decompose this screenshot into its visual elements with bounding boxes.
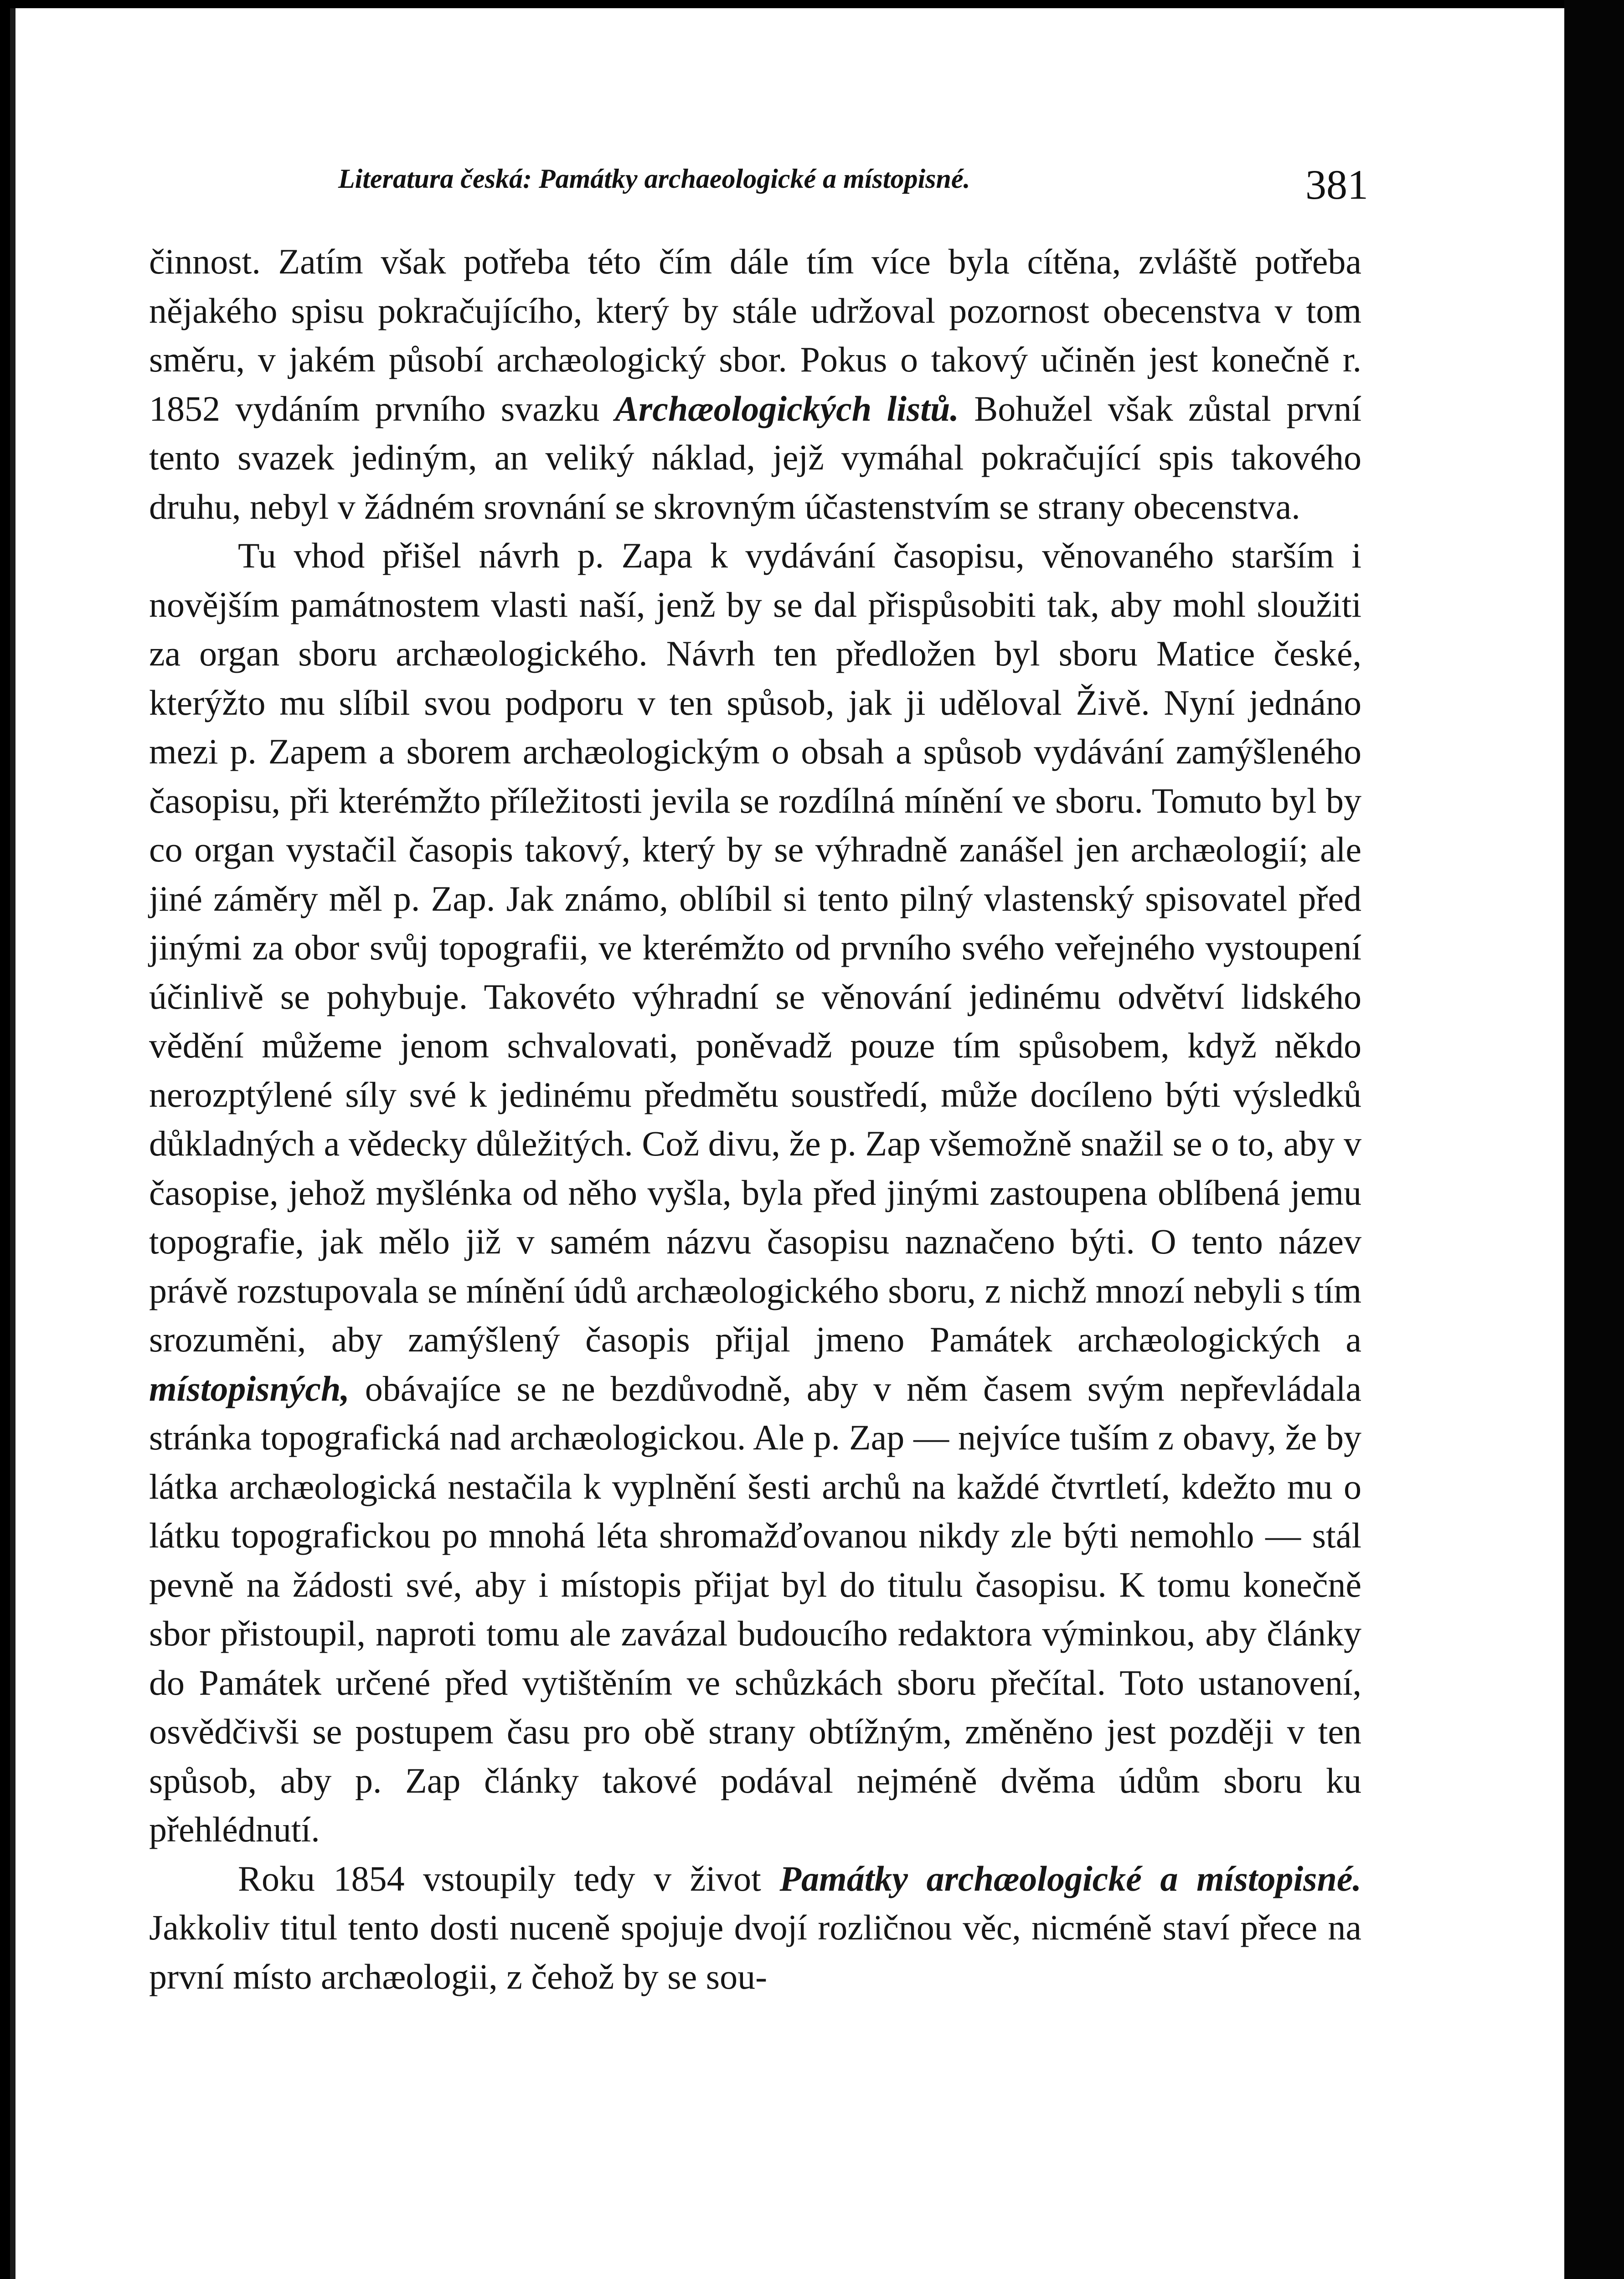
- paragraph-2-text-b: obávajíce se ne bezdůvodně, aby v něm časem svým nepřevládala stránka topografická nad archæologickou. Ale p. Zap — nejvíce tuším z obavy, že by látka archæologická nestačila k vyplnění šesti archů na každé čtvrtletí, kdežto mu o látku topografickou po mnohá léta shromažďovanou nikdy zle býti nemohlo — stál pevně na žádosti své, aby i místopis přijat byl do titulu časopisu. K tomu konečně sbor přistoupil, naproti tomu ale zavázal budoucího redaktora výminkou, aby články do Památek určené před vytištěním ve schůzkách sboru přečítal. Toto ustanovení, osvědčivši se postupem času pro obě strany obtížným, změněno jest později v ten spůsob, aby p. Zap články takové podával nejméně dvěma údům sboru ku přehlédnutí.: [149, 1368, 1361, 1849]
- paragraph-3: [149, 1854, 1361, 2001]
- paragraph-3-emphasis: Památky archæologické a místopisné.: [779, 1858, 1361, 1898]
- paragraph-1-emphasis: Archæologických listů.: [614, 388, 959, 428]
- body-text: [149, 237, 1361, 2001]
- paragraph-1-text-b: Bohužel však zůstal první tento svazek jediným, an veliký náklad, jejž vymáhal pokračující spis takového druhu, nebyl v žádném srovnání se skrovným účastenstvím se strany obecenstva.: [149, 388, 1362, 526]
- page-binding-edge: [10, 8, 15, 2279]
- running-head: Literatura česká: Památky archaeologické a místopisné.: [338, 164, 970, 194]
- page-number: 381: [1305, 161, 1368, 208]
- scan-background-right: [1564, 0, 1624, 2279]
- paragraph-1-text-a: činnost. Zatím však potřeba této čím dále tím více byla cítěna, zvláště potřeba nějakého spisu pokračujícího, který by stále udržoval pozornost obecenstva v tom směru, v jakém působí archæologický sbor. Pokus o takový učiněn jest konečně r. 1852 vydáním prvního svazku: [149, 242, 1361, 428]
- paragraph-2-text-a: Tu vhod přišel návrh p. Zapa k vydávání časopisu, věnovaného starším i novějším památnostem vlasti naší, jenž by se dal přispůsobiti tak, aby mohl sloužiti za organ sboru archæologického. Návrh ten předložen byl sboru Matice české, kterýžto mu slíbil svou podporu v ten spůsob, jak ji uděloval Živě. Nyní jednáno mezi p. Zapem a sborem archæologickým o obsah a spůsob vydávání zamýšleného časopisu, při kterémžto příležitosti jevila se rozdílná mínění ve sboru. Tomuto byl by co organ vystačil časopis takový, který by se výhradně zanášel jen archæologií; ale jiné záměry měl p. Zap. Jak známo, oblíbil si tento pilný vlastenský spisovatel před jinými za obor svůj topografii, ve kterémžto od prvního svého veřejného vystoupení účinlivě se pohybuje. Takovéto výhradní se věnování jedinému odvětví lidského vědění můžeme jenom schvalovati, poněvadž pouze tím spůsobem, když někdo nerozptýlené síly své k jedinému předmětu soustředí, může docíleno býti výsledků důkladných a vědecky důležitých. Což divu, že p. Zap všemožně snažil se o to, aby v časopise, jehož myšlénka od něho vyšla, byla před jinými zastoupena oblíbená jemu topografie, jak mělo již v samém názvu časopisu naznačeno býti. O tento název právě rozstupovala se mínění údů archæologického sboru, z nichž mnozí nebyli s tím srozuměni, aby zamýšlený časopis přijal jmeno Památek archæologických a: [149, 536, 1361, 1359]
- paragraph-1: [149, 237, 1361, 531]
- book-page: [10, 8, 1564, 2279]
- page-header: [142, 154, 1368, 213]
- paragraph-2-emphasis: místopisných,: [149, 1368, 350, 1408]
- paragraph-3-text-b: Jakkoliv titul tento dosti nuceně spojuje dvojí rozličnou věc, nicméně staví přece na první místo archæologii, z čehož by se sou-: [149, 1908, 1361, 1996]
- paragraph-3-text-a: Roku 1854 vstoupily tedy v život: [238, 1858, 780, 1898]
- paragraph-2: [149, 531, 1361, 1854]
